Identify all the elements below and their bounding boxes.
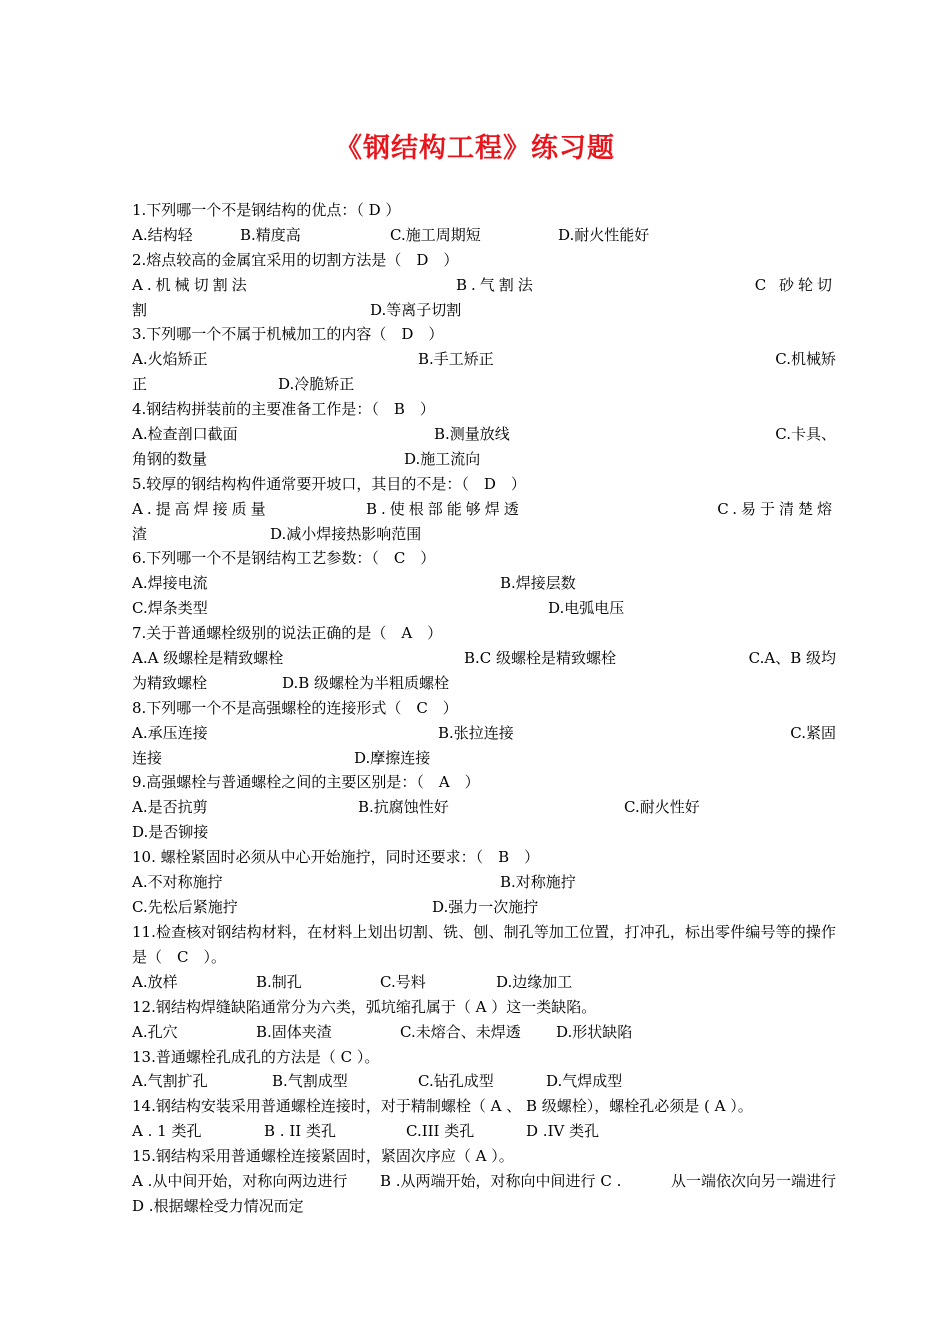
document-title: 《钢结构工程》练习题 (335, 133, 615, 164)
question-11: 11.检查核对钢结构材料，在材料上划出切割、铣、刨、制孔等加工位置，打冲孔，标出零件编号等的操作是（ C ）。 (132, 922, 836, 966)
question-6: 6.下列哪一个不是钢结构工艺参数：（ C ） (132, 549, 436, 568)
option-a: A.放样 (132, 972, 178, 991)
question-9-options-cont (132, 820, 836, 845)
question-15: 15.钢结构采用普通螺栓连接紧固时，紧固次序应（ A ）。 (132, 1147, 514, 1166)
question-13-options (132, 1069, 836, 1094)
question-3-options-cont (132, 372, 836, 397)
option-c: C.未熔合、未焊透 (400, 1022, 521, 1041)
question-15-options (132, 1169, 836, 1194)
option-a: A.不对称施拧 (132, 873, 223, 892)
question-5: 5.较厚的钢结构构件通常要开坡口，其目的不是：（ D ） (132, 474, 526, 493)
option-a: A.焊接电流 (132, 574, 208, 593)
option-a: A.气割扩孔 (132, 1072, 208, 1091)
question-1-options (132, 223, 836, 248)
question-2-options-cont (132, 298, 836, 323)
option-a: A.孔穴 (132, 1022, 178, 1041)
option-b: B.精度高 (240, 225, 301, 244)
option-d: D.减小焊接热影响范围 (270, 524, 422, 543)
option-c-cont: 连接 (132, 748, 163, 767)
option-d: D .根据螺栓受力情况而定 (132, 1196, 304, 1215)
option-d: D.B 级螺栓为半粗质螺栓 (282, 673, 450, 692)
question-15-options-cont (132, 1194, 836, 1219)
option-a: A.机械切割法 (132, 275, 251, 294)
option-c: C.耐火性好 (624, 798, 700, 817)
question-11-options (132, 970, 836, 995)
option-d: D.冷脆矫正 (278, 375, 355, 394)
option-c: C.机械矫 (775, 350, 836, 369)
option-c-cont: 割 (132, 300, 148, 319)
question-10-options-cont (132, 895, 836, 920)
option-c: C.施工周期短 (390, 225, 481, 244)
option-b: B.固体夹渣 (256, 1022, 332, 1041)
option-a: A.检查剖口截面 (132, 425, 238, 444)
option-c-cont: 角钢的数量 (132, 449, 208, 468)
option-b: B.张拉连接 (438, 723, 514, 742)
option-a: A .从中间开始，对称向两边进行 (132, 1171, 348, 1190)
question-9-options (132, 795, 836, 820)
option-d: D .IV 类孔 (526, 1122, 600, 1141)
option-b: B.对称施拧 (500, 873, 576, 892)
question-2: 2.熔点较高的金属宜采用的切割方法是（ D ） (132, 250, 459, 269)
option-d: D.等离子切割 (370, 300, 462, 319)
question-6-options (132, 571, 836, 596)
option-c-cont: 渣 (132, 524, 148, 543)
question-5-options (132, 497, 836, 522)
option-b: B.气割成型 (272, 1072, 348, 1091)
option-a: A.结构轻 (132, 225, 193, 244)
question-1: 1.下列哪一个不是钢结构的优点：（ D ） (132, 201, 401, 219)
question-8-options (132, 721, 836, 746)
question-5-options-cont (132, 522, 836, 547)
option-b: B . II 类孔 (264, 1122, 336, 1141)
question-list (132, 198, 836, 1219)
option-c: C.先松后紧施拧 (132, 897, 238, 916)
option-a: A.承压连接 (132, 723, 208, 742)
question-10: 10. 螺栓紧固时必须从中心开始施拧，同时还要求：（ B ） (132, 848, 540, 867)
option-c: C 砂轮切 (754, 275, 836, 294)
option-d: D.电弧电压 (548, 599, 625, 618)
option-c: C.卡具、 (775, 425, 836, 444)
option-d: D.摩擦连接 (354, 748, 431, 767)
question-12-options (132, 1020, 836, 1045)
option-d: D.施工流向 (404, 449, 481, 468)
option-c: 从一端依次向另一端进行 (670, 1171, 836, 1190)
question-4: 4.钢结构拼装前的主要准备工作是：（ B ） (132, 400, 435, 419)
question-2-options (132, 273, 836, 298)
option-a: A.是否抗剪 (132, 798, 208, 817)
option-a: A.A 级螺栓是精致螺栓 (132, 649, 284, 668)
option-b: B .从两端开始，对称向中间进行 C . (380, 1171, 622, 1190)
option-d: D.是否铆接 (132, 823, 209, 842)
question-9: 9.高强螺栓与普通螺栓之间的主要区别是：（ A ） (132, 773, 480, 792)
question-7: 7.关于普通螺栓级别的说法正确的是（ A ） (132, 624, 443, 643)
option-b: B.焊接层数 (500, 574, 576, 593)
question-3: 3.下列哪一个不属于机械加工的内容（ D ） (132, 325, 444, 344)
option-b: B.制孔 (256, 972, 302, 991)
option-a: A . 1 类孔 (132, 1122, 202, 1141)
option-b: B.气割法 (456, 275, 537, 294)
question-8: 8.下列哪一个不是高强螺栓的连接形式（ C ） (132, 698, 458, 717)
option-c-cont: 正 (132, 375, 148, 394)
option-b: B.手工矫正 (418, 350, 494, 369)
option-c-cont: 为精致螺栓 (132, 673, 208, 692)
option-c: C.钻孔成型 (418, 1072, 494, 1091)
question-4-options (132, 422, 836, 447)
option-d: D.形状缺陷 (556, 1022, 633, 1041)
option-c: C.号料 (380, 972, 426, 991)
question-14-options (132, 1119, 836, 1144)
option-a: A.火焰矫正 (132, 350, 208, 369)
option-d: D.强力一次施拧 (432, 897, 539, 916)
option-c: C.焊条类型 (132, 599, 208, 618)
option-c: C.A、B 级均 (748, 649, 836, 668)
option-c: C.易于清楚熔 (717, 499, 836, 518)
option-c: C.III 类孔 (406, 1122, 475, 1141)
question-7-options (132, 646, 836, 671)
question-6-options-cont (132, 596, 836, 621)
option-b: B.抗腐蚀性好 (358, 798, 449, 817)
option-c: C.紧固 (790, 723, 836, 742)
option-d: D.边缘加工 (496, 972, 573, 991)
question-12: 12.钢结构焊缝缺陷通常分为六类，弧坑缩孔属于（ A ）这一类缺陷。 (132, 997, 597, 1016)
option-b: B.C 级螺栓是精致螺栓 (464, 649, 617, 668)
question-8-options-cont (132, 746, 836, 771)
option-b: B.测量放线 (434, 425, 510, 444)
question-3-options (132, 347, 836, 372)
question-4-options-cont (132, 447, 836, 472)
option-d: D.气焊成型 (546, 1072, 623, 1091)
question-14: 14.钢结构安装采用普通螺栓连接时，对于精制螺栓（ A 、 B 级螺栓），螺栓孔必须是 ( A ）。 (132, 1097, 753, 1116)
option-d: D.耐火性能好 (558, 225, 650, 244)
question-7-options-cont (132, 671, 836, 696)
question-10-options (132, 870, 836, 895)
question-13: 13.普通螺栓孔成孔的方法是（ C ）。 (132, 1047, 380, 1066)
option-a: A.提高焊接质量 (132, 499, 270, 518)
option-b: B.使根部能够焊透 (366, 499, 523, 518)
